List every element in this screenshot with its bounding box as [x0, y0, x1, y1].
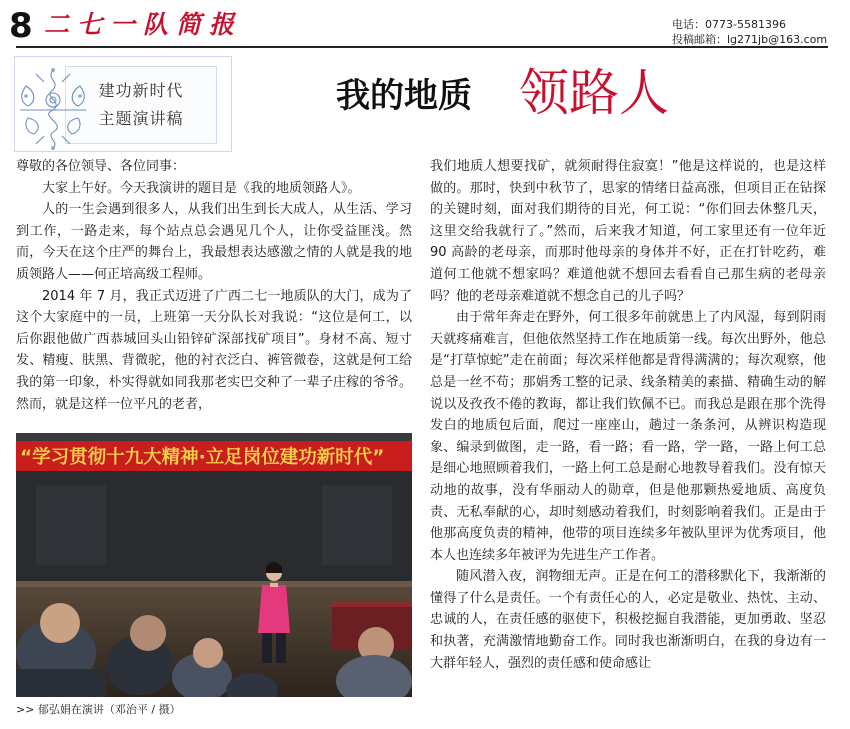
article-column-left — [16, 156, 412, 415]
photo-caption: >> 郁弘娟在演讲（邓治平 / 摄） — [16, 703, 181, 716]
salutation: 尊敬的各位领导、各位同事： — [16, 159, 186, 174]
speech-photo — [16, 433, 412, 697]
contact-email: 投稿邮箱：lg271jb@163.com — [672, 33, 828, 46]
paragraph: 随风潜入夜，润物细无声。正是在何工的潜移默化下，我渐渐的懂得了什么是责任。一个有责任心的人，必定是敬业、热忱、主动、忠诚的人，在责任感的驱使下，积极挖掘自我潜能，更加勇敢、坚忍和执著，充满激情地勤奋工作。同时我也渐渐明白，在我的身边有一大群年轻人，强烈的责任感和使命感让 — [430, 569, 826, 671]
newspaper-name: 二七一队简报 — [44, 10, 243, 39]
speech-photo-illustration — [16, 433, 412, 697]
theme-badge-line-1: 建功新时代 — [98, 81, 184, 100]
header-divider — [16, 46, 828, 48]
paragraph: 人的一生会遇到很多人，从我们出生到长大成人，从生活、学习到工作，一路走来，每个站点总会遇见几个人，让你受益匪浅。然而，今天在这个庄严的舞台上，我最想表达感激之情的人就是我的地质领路人——何正培高级工程师。 — [16, 202, 412, 282]
paragraph: 我们地质人想要找矿，就须耐得住寂寞！”他是这样说的，也是这样做的。那时，快到中秋节了，思家的情绪日益高涨，但项目正在钻探的关键时刻，面对我们期待的目光，何工说：“你们回去休整几天，这里交给我就行了。”然而，后来我才知道，何工家里还有一位年近 90 高龄的老母亲，而那时他母亲的身体并不好，正在打针吃药，难道何工他就不想家吗？难道他就不想回去看看自己那生病的老母亲吗？他的老母亲难道就不想念自己的儿子吗？ — [430, 159, 826, 304]
page-number: 8 — [9, 6, 33, 46]
article-column-right — [430, 156, 826, 674]
theme-badge-line-2: 主题演讲稿 — [98, 109, 184, 128]
paragraph: 大家上午好。今天我演讲的题目是《我的地质领路人》。 — [42, 180, 361, 196]
paragraph: 由于常年奔走在野外，何工很多年前就患上了内风湿，每到阴雨天就疼痛难言，但他依然坚持工作在地质第一线。每次出野外，他总是“打草惊蛇”走在前面；每次采样他都是背得满满的；每次观察，他总是一丝不苟；那娟秀工整的记录、线条精美的素描、精确生动的解说以及孜孜不倦的教诲，都让我们钦佩不已。而我总是跟在那个洗得发白的地质包后面，爬过一座座山，趟过一条条河，从辨识构造现象、编录到做图，走一路，看一路；看一路，学一路，一路上何工总是细心地照顾着我们，一路上何工总是耐心地教导着我们。没有惊天动地的故事，没有华丽动人的勋章，但是他那颗热爱地质、高度负责、无私奉献的心，却时刻感动着我们，时刻影响着我们。正是由于他那高度负责的精神，他带的项目连续多年被队里评为优秀项目，他本人也连续多年被评为先进生产工作者。 — [430, 310, 826, 563]
article-title-accent: 领路人 — [519, 64, 669, 122]
photo-banner-text: “学习贯彻十九大精神·立足岗位建功新时代” — [20, 447, 385, 468]
contact-phone: 电话：0773-5581396 — [672, 18, 786, 31]
paragraph: 2014 年 7 月，我正式迈进了广西二七一地质队的大门，成为了这个大家庭中的一员，上班第一天分队长对我说：“这位是何工，以后你跟他做广西恭城回头山铅锌矿深部找矿项目”。身材不高、短寸发、精瘦、肤黑、背微驼，他的衬衣泛白、裤管微卷，这就是何工给我的第一印象，朴实得就如同我那老实巴交种了一辈子庄稼的爷爷。然而，就是这样一位平凡的老者， — [16, 288, 412, 412]
floral-ornament-icon — [16, 66, 90, 150]
contact-info — [672, 17, 827, 47]
article-title-main: 我的地质 — [336, 76, 472, 116]
